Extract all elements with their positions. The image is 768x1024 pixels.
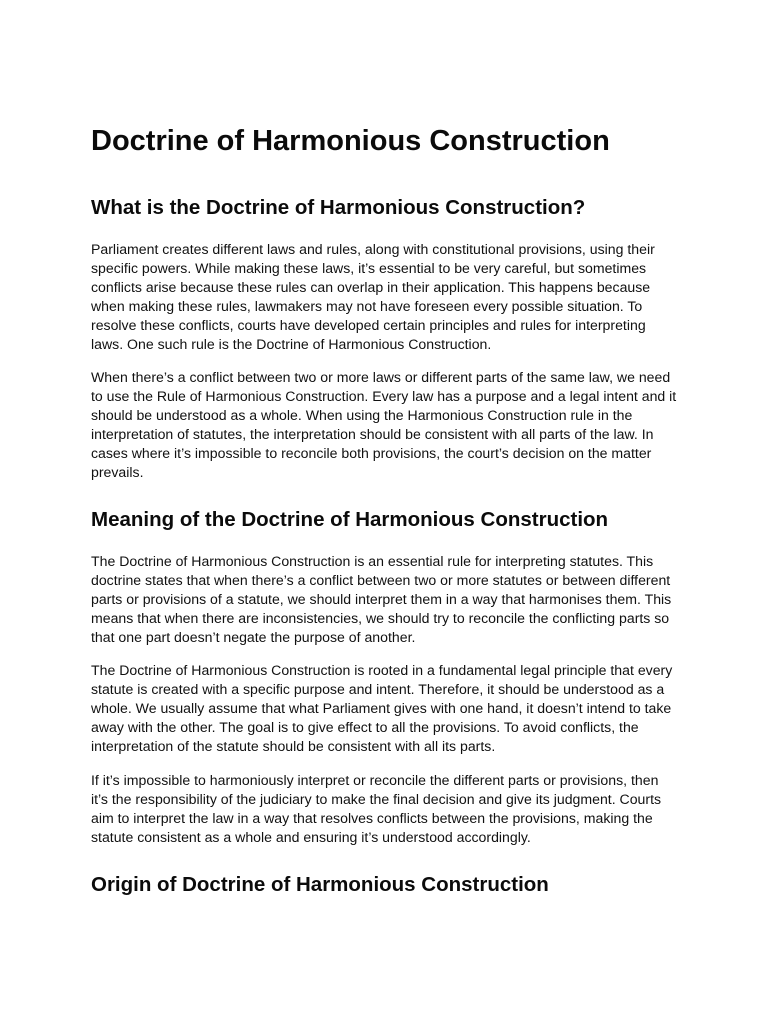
paragraph: The Doctrine of Harmonious Construction is an essential rule for interpreting statutes. This doctrine states that when there’s a conflict between two or more statutes or between different parts or provisions of a statute, we should interpret them in a way that harmonises them. This means that when there are inconsistencies, we should try to reconcile the conflicting parts so that one part doesn’t negate the purpose of another.	[91, 552, 672, 645]
section-heading-meaning: Meaning of the Doctrine of Harmonious Construction	[91, 507, 609, 531]
section-heading-origin: Origin of Doctrine of Harmonious Construction	[91, 872, 549, 896]
section-heading-what-is: What is the Doctrine of Harmonious Construction?	[91, 196, 586, 219]
paragraph: The Doctrine of Harmonious Construction is rooted in a fundamental legal principle that every statute is created with a specific purpose and intent. Therefore, it should be understood as a whole. We usually assume that what Parliament gives with one hand, it doesn’t intend to take away with the other. The goal is to give effect to all the provisions. To avoid conflicts, the interpretation of the statute should be consistent with all its parts.	[91, 662, 673, 755]
paragraph: Parliament creates different laws and rules, along with constitutional provisions, using their specific powers. While making these laws, it’s essential to be very careful, but sometimes conflicts arise because these rules can overlap in their application. This happens because when making these rules, lawmakers may not have foreseen every possible situation. To resolve these conflicts, courts have developed certain principles and rules for interpreting laws. One such rule is the Doctrine of Harmonious Construction.	[91, 241, 655, 352]
document-title: Doctrine of Harmonious Construction	[91, 125, 610, 157]
paragraph: If it’s impossible to harmoniously interpret or reconcile the different parts or provisions, then it’s the responsibility of the judiciary to make the final decision and give its judgment. Courts aim to interpret the law in a way that resolves conflicts between the provisions, making the statute consistent as a whole and ensuring it’s understood accordingly.	[91, 771, 662, 845]
paragraph: When there’s a conflict between two or more laws or different parts of the same law, we need to use the Rule of Harmonious Construction. Every law has a purpose and a legal intent and it should be understood as a whole. When using the Harmonious Construction rule in the interpretation of statutes, the interpretation should be consistent with all parts of the law. In cases where it’s impossible to reconcile both provisions, the court’s decision on the matter prevails.	[91, 369, 677, 480]
document-content	[91, 122, 679, 899]
